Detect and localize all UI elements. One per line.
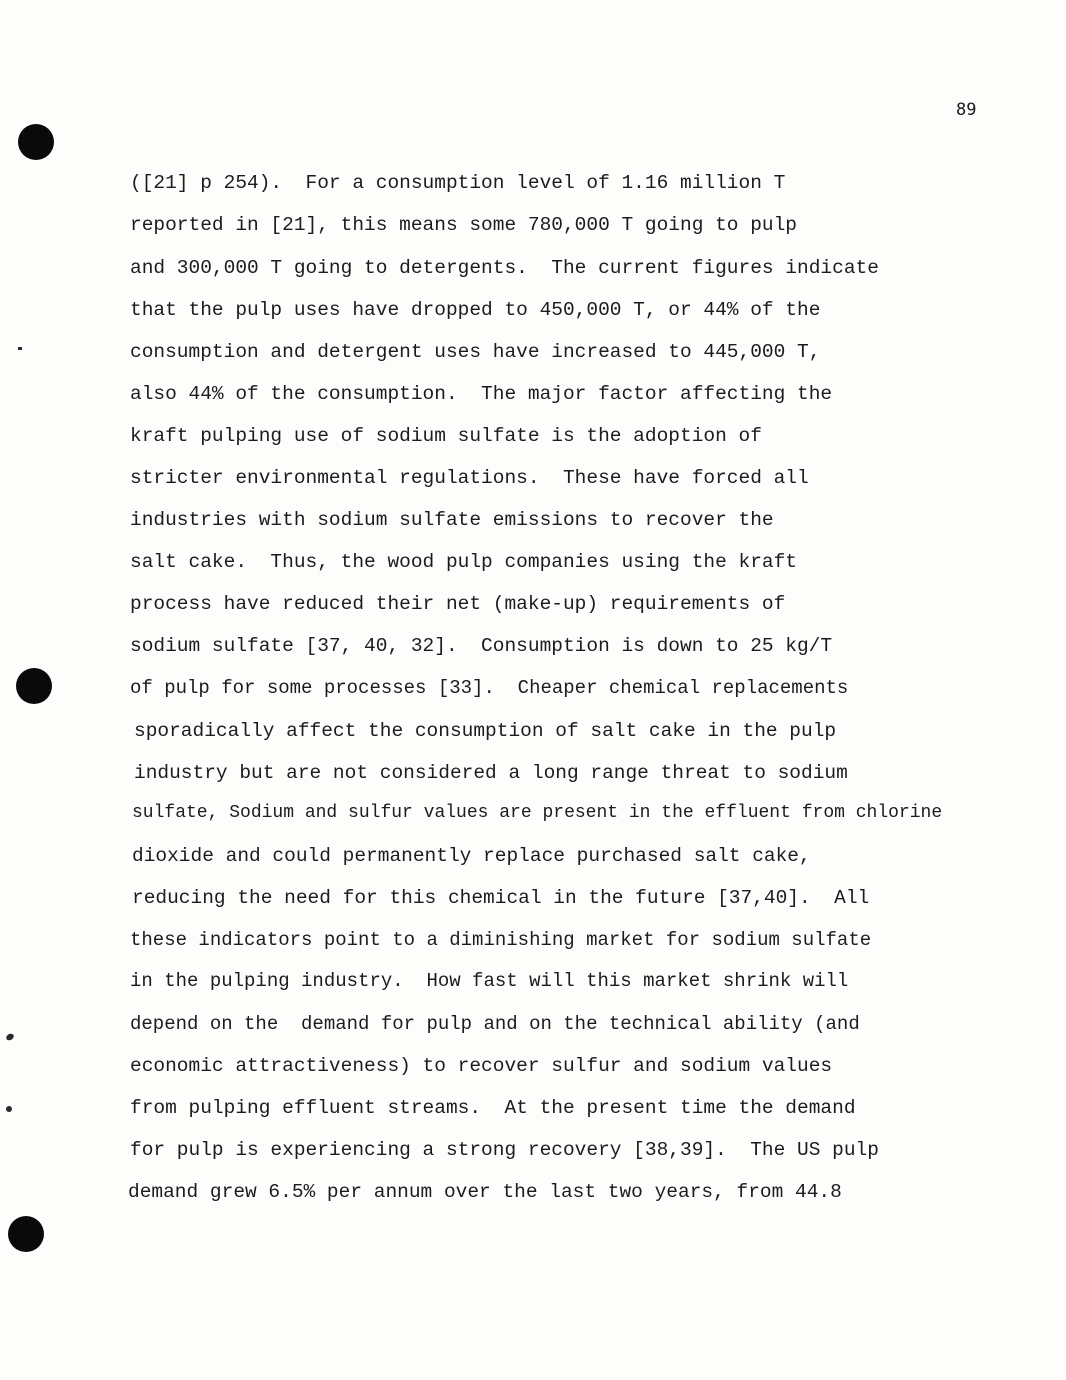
scan-speck bbox=[5, 1032, 15, 1041]
text-line: also 44% of the consumption. The major factor affecting the bbox=[130, 383, 833, 405]
text-line: and 300,000 T going to detergents. The current figures indicate bbox=[130, 257, 879, 279]
text-line: sodium sulfate [37, 40, 32]. Consumption is down to 25 kg/T bbox=[130, 635, 833, 657]
text-line: sporadically affect the consumption of salt cake in the pulp bbox=[134, 720, 837, 742]
binder-hole bbox=[16, 668, 52, 704]
text-line: stricter environmental regulations. These have forced all bbox=[130, 467, 809, 489]
binder-hole bbox=[8, 1216, 44, 1252]
text-line: for pulp is experiencing a strong recovery [38,39]. The US pulp bbox=[130, 1139, 879, 1161]
scan-speck bbox=[18, 347, 22, 350]
text-line: sulfate, Sodium and sulfur values are present in the effluent from chlorine bbox=[132, 803, 943, 823]
text-line: in the pulping industry. How fast will this market shrink will bbox=[130, 970, 849, 992]
text-line: these indicators point to a diminishing market for sodium sulfate bbox=[130, 929, 872, 951]
page-number: 89 bbox=[956, 100, 977, 120]
text-line: kraft pulping use of sodium sulfate is the adoption of bbox=[130, 425, 762, 447]
text-line: process have reduced their net (make-up) requirements of bbox=[130, 593, 786, 615]
text-line: reported in [21], this means some 780,000 T going to pulp bbox=[130, 214, 798, 236]
text-line: of pulp for some processes [33]. Cheaper chemical replacements bbox=[130, 677, 849, 699]
text-line: that the pulp uses have dropped to 450,000 T, or 44% of the bbox=[130, 299, 821, 321]
text-line: industries with sodium sulfate emissions to recover the bbox=[130, 509, 774, 531]
text-line: depend on the demand for pulp and on the technical ability (and bbox=[130, 1013, 860, 1035]
text-line: consumption and detergent uses have increased to 445,000 T, bbox=[130, 341, 821, 363]
binder-hole bbox=[18, 124, 54, 160]
text-line: from pulping effluent streams. At the present time the demand bbox=[130, 1097, 856, 1119]
text-line: reducing the need for this chemical in the future [37,40]. All bbox=[132, 887, 870, 909]
text-line: demand grew 6.5% per annum over the last two years, from 44.8 bbox=[128, 1181, 842, 1203]
scan-speck bbox=[6, 1106, 12, 1112]
text-line: salt cake. Thus, the wood pulp companies using the kraft bbox=[130, 551, 798, 573]
text-line: dioxide and could permanently replace purchased salt cake, bbox=[132, 845, 811, 867]
text-line: industry but are not considered a long range threat to sodium bbox=[134, 762, 848, 784]
text-line: economic attractiveness) to recover sulfur and sodium values bbox=[130, 1055, 833, 1077]
text-line: ([21] p 254). For a consumption level of 1.16 million T bbox=[130, 172, 786, 194]
